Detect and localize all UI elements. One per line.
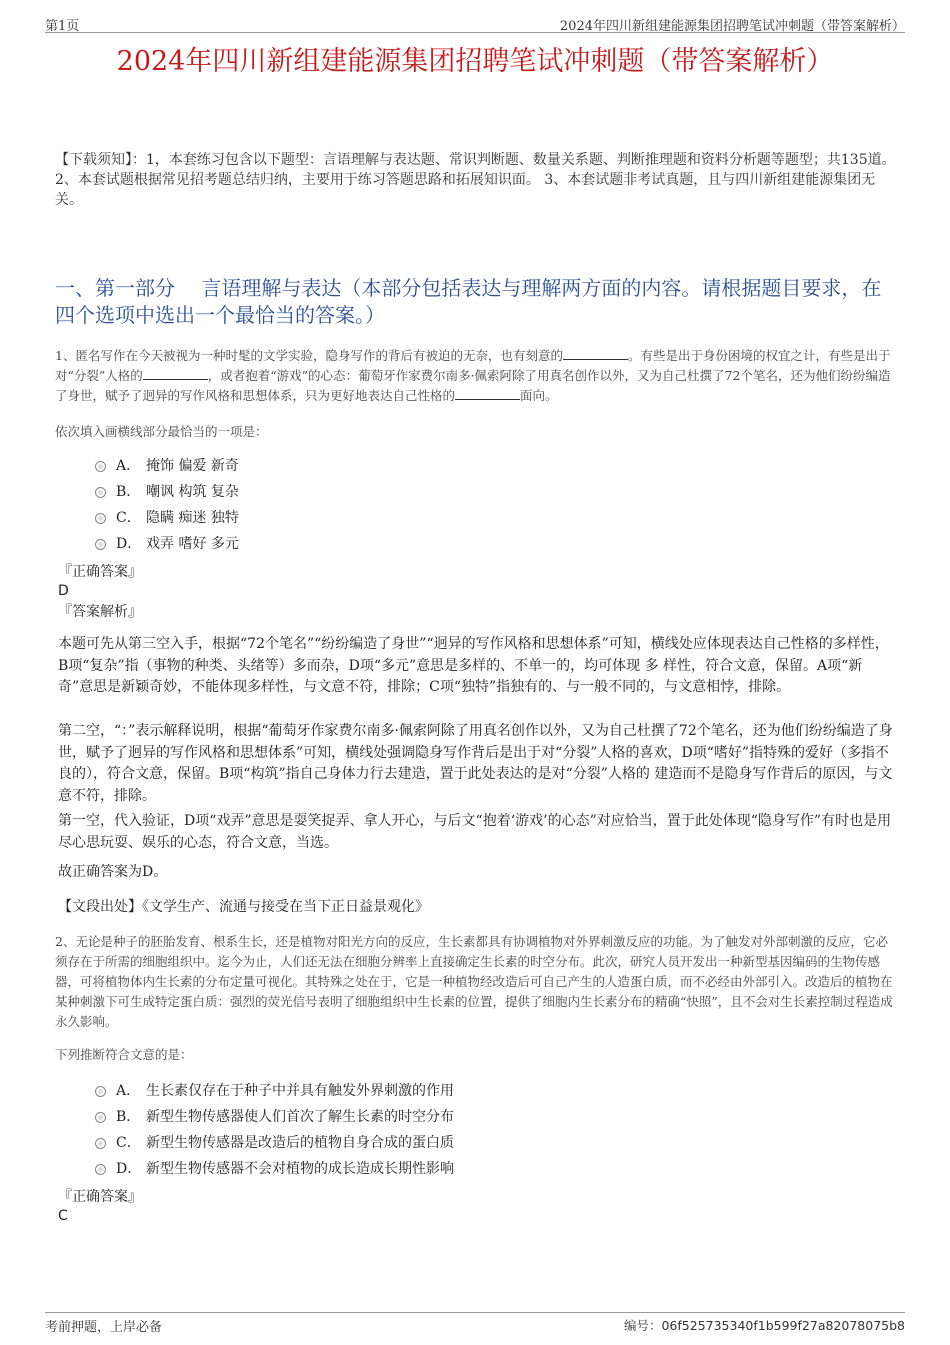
option-a[interactable]: A． 掩饰 偏爱 新奇: [95, 453, 895, 479]
question-1-part-c: ，或者抱着“游戏”的心态：葡萄牙作家费尔南多·佩索阿除了用真名创作以外，又为自己杜撰了72个笔名，还为他们纷纷编造了身世，赋予了迥异的写作风格和思想体系，只为更好地表达自己性格的: [55, 368, 891, 403]
document-code: 编号：06f525735340f1b599f27a82078075b8: [623, 1318, 905, 1333]
source-citation: 【文段出处】《文学生产、流通与接受在当下正日益景观化》: [58, 899, 429, 915]
analysis-paragraph-3: 第一空，代入验证，D项“戏弄”意思是耍笑捉弄、拿人开心，与后文“抱着‘游戏’的心态”对应恰当，置于此处体现“隐身写作”有时也是用尽心思玩耍、娱乐的心态，符合文意，当选。: [58, 813, 892, 851]
radio-icon[interactable]: [95, 513, 106, 524]
question-2-text: 2、无论是种子的胚胎发育、根系生长，还是植物对阳光方向的反应，生长素都具有协调植物对外界刺激反应的功能。为了触发对外部刺激的反应，它必须存在于所需的细胞组织中。迄今为止，人们还无法在细胞分辨率上直接确定生长素的时空分布。此次，研究人员开发出一种新型基因编码的生物传感器，可将植物体内生长素的分布定量可视化。其特殊之处在于，它是一种植物经改造后可自己产生的人造蛋白质，而不必经由外部引入。改造后的植物在某种刺激下可生成特定蛋白质：强烈的荧光信号表明了细胞组织中生长素的位置，提供了细胞内生长素分布的精确“快照”，且不会对生长素控制过程造成永久影响。: [55, 934, 893, 1029]
radio-icon[interactable]: [95, 1164, 106, 1175]
page-header: [45, 12, 905, 33]
page-number: 第1页: [45, 19, 80, 34]
radio-icon[interactable]: [95, 1086, 106, 1097]
radio-icon[interactable]: [95, 487, 106, 498]
answer-label: 『正确答案』: [58, 564, 142, 580]
radio-icon[interactable]: [95, 1138, 106, 1149]
section-heading: 一、第一部分 言语理解与表达（本部分包括表达与理解两方面的内容。请根据题目要求，在四个选项中选出一个最恰当的答案。）: [55, 276, 882, 327]
footer-slogan: 考前押题，上岸必备: [45, 1320, 163, 1335]
analysis-label: 『答案解析』: [58, 604, 142, 620]
option-a[interactable]: A． 生长素仅存在于种子中并具有触发外界刺激的作用: [95, 1078, 895, 1104]
question-1-prompt: 依次填入画横线部分最恰当的一项是：: [55, 424, 268, 439]
radio-icon[interactable]: [95, 461, 106, 472]
header-doc-title: 2024年四川新组建能源集团招聘笔试冲刺题（带答案解析）: [559, 19, 905, 34]
question-2-prompt: 下列推断符合文意的是：: [55, 1047, 193, 1062]
analysis-paragraph-1: 本题可先从第三空入手，根据“72个笔名”“纷纷编造了身世”“迥异的写作风格和思想体系”可知，横线处应体现表达自己性格的多样性，B项“复杂”指（事物的种类、头绪等）多而杂，D项“多元”意思是多样的、不单一的，均可体现 多 样性，符合文意，保留。A项“新奇”意思是新颖奇妙，不能体现多样性，与文意不符，排除；C项“独特”指独有的、与一般不同的，与文意相悖，排除。: [58, 636, 889, 695]
blank-2: [143, 367, 208, 380]
question-1-part-b: 。有些是出于身份困境的权宜之计，有些是出于对“分裂”人格的: [55, 348, 891, 383]
blank-1: [563, 347, 628, 360]
question-1-text: [55, 346, 900, 406]
question-1-part-d: 面向。: [520, 388, 558, 403]
option-c[interactable]: C． 隐瞒 痴迷 独特: [95, 505, 895, 531]
answer-value: C: [58, 1208, 68, 1224]
download-notice: 【下载须知】：1，本套练习包含以下题型：言语理解与表达题、常识判断题、数量关系题、判断推理题和资料分析题等题型；共135道。 2、本套试题根据常见招考题总结归纳，主要用于练习答题思路和拓展知识面。 3、本套试题非考试真题，且与四川新组建能源集团无关。: [55, 152, 896, 208]
option-d[interactable]: D． 戏弄 嗜好 多元: [95, 531, 895, 557]
option-b[interactable]: B． 新型生物传感器使人们首次了解生长素的时空分布: [95, 1104, 895, 1130]
radio-icon[interactable]: [95, 1112, 106, 1123]
question-2-options: [95, 1078, 895, 1182]
question-1-part-a: 1、匿名写作在今天被视为一种时髦的文学实验，隐身写作的背后有被迫的无奈，也有刻意的: [55, 348, 563, 363]
analysis-paragraph-2: 第二空，“：”表示解释说明，根据“葡萄牙作家费尔南多·佩索阿除了用真名创作以外，又为自己杜撰了72个笔名，还为他们纷纷编造了身世，赋予了迥异的写作风格和思想体系”可知，横线处强调隐身写作背后是出于对“分裂”人格的喜欢，D项“嗜好”指特殊的爱好（多指不良的），符合文意，保留。B项“构筑”指自己身体力行去建造，置于此处表达的是对“分裂”人格的 建造而不是隐身写作背后的原因，与文意不符，排除。: [58, 723, 893, 804]
answer-value: D: [58, 583, 69, 599]
page-footer: [45, 1312, 905, 1335]
answer-label: 『正确答案』: [58, 1189, 142, 1205]
option-b[interactable]: B． 嘲讽 构筑 复杂: [95, 479, 895, 505]
radio-icon[interactable]: [95, 539, 106, 550]
option-c[interactable]: C． 新型生物传感器是改造后的植物自身合成的蛋白质: [95, 1130, 895, 1156]
question-1-options: [95, 453, 895, 557]
option-d[interactable]: D． 新型生物传感器不会对植物的成长造成长期性影响: [95, 1156, 895, 1182]
analysis-conclusion: 故正确答案为D。: [58, 864, 168, 880]
blank-3: [455, 387, 520, 400]
document-title: 2024年四川新组建能源集团招聘笔试冲刺题（带答案解析）: [116, 46, 834, 77]
